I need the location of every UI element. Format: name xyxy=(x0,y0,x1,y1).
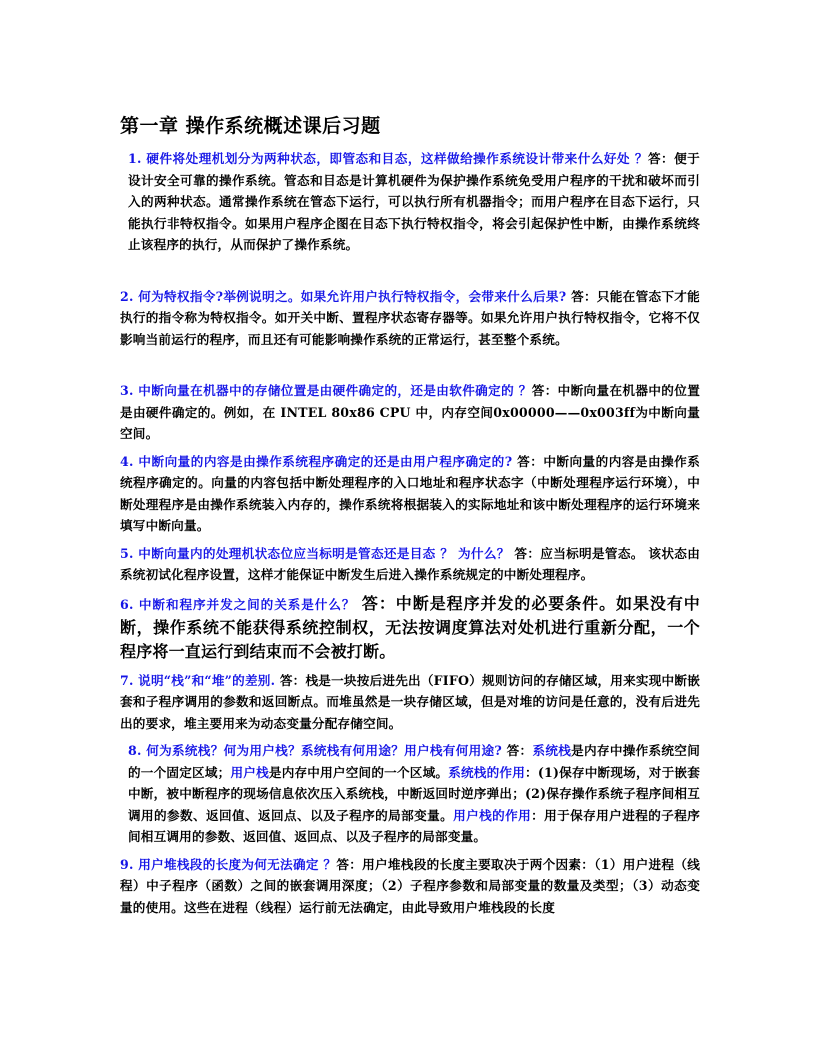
document-page xyxy=(120,110,700,918)
question-1: 1. 硬件将处理机划分为两种状态，即管态和目态，这样做给操作系统设计带来什么好处 ？ xyxy=(128,151,648,166)
answer-7: 答：栈是一块按后进先出（FIFO）规则访问的存储区域，用来实现中断嵌套和子程序调用的参数和返回断点。而堆虽然是一块存储区域，但是对堆的访问是任意的，没有后进先出的要求，堆主要用来为动态变量分配存储空间。 xyxy=(120,672,700,731)
highlight-user-stack-role: 用户栈的作用 xyxy=(453,807,532,823)
question-8: 8. 何为系统栈？何为用户栈？系统栈有何用途？用户栈有何用途? xyxy=(128,743,502,758)
question-7: 7. 说明“栈”和“堆”的差别. xyxy=(120,672,276,688)
answer-8-part5: ：用于保存用户进程的子程序间相互调用的参数、返回值、返回点、以及子程序的局部变量。 xyxy=(128,807,701,844)
question-2: 2. 何为特权指令?举例说明之。如果允许用户执行特权指令，会带来什么后果? xyxy=(120,288,567,304)
qa-item-9 xyxy=(120,854,700,919)
answer-9: 答：用户堆栈段的长度主要取决于两个因素：（1）用户进程（线程）中子程序（函数）之间的嵌套调用深度；（2）子程序参数和局部变量的数量及类型；（3）动态变量的使用。这些在进程（线程）运行前无法确定，由此导致用户堆栈段的长度 xyxy=(120,856,701,915)
answer-8-part3: 是内存中用户空间的一个区域。 xyxy=(268,764,449,780)
answer-1: 答：便于设计安全可靠的操作系统。管态和目态是计算机硬件为保护操作系统免受用户程序的干扰和破坏而引入的两种状态。通常操作系统在管态下运行，可以执行所有机器指令；而用户程序在目态下运行，只能执行非特权指令。如果用户程序企图在目态下执行特权指令，将会引起保护性中断，由操作系统终止该程序的执行，从而保护了操作系统。 xyxy=(128,151,700,252)
answer-2: 答：只能在管态下才能执行的指令称为特权指令。如开关中断、置程序状态寄存器等。如果允许用户执行特权指令，它将不仅影响当前运行的程序，而且还有可能影响操作系统的正常运行，甚至整个系统。 xyxy=(120,288,700,347)
answer-5: 答：应当标明是管态。 该状态由系统初试化程序设置，这样才能保证中断发生后进入操作系统规定的中断处理程序。 xyxy=(120,545,700,582)
question-6: 6. 中断和程序并发之间的关系是什么？ xyxy=(120,596,356,612)
answer-8-part1: 答： xyxy=(501,743,533,758)
qa-item-5 xyxy=(120,543,700,586)
qa-item-6 xyxy=(120,592,700,664)
answer-4: 答：中断向量的内容是由操作系统程序确定的。向量的内容包括中断处理程序的入口地址和程序状态字（中断处理程序运行环境），中断处理程序是由操作系统装入内存的，操作系统将根据装入的实际地址和该中断处理程序的运行环境来填写中断向量。 xyxy=(120,453,701,533)
chapter-title: 第一章 操作系统概述课后习题 xyxy=(120,115,381,137)
highlight-user-stack: 用户栈 xyxy=(230,764,269,780)
answer-8-part2: 是内存中操作系统空间的一个固定区域； xyxy=(128,743,700,780)
question-4: 4. 中断向量的内容是由操作系统程序确定的还是由用户程序确定的? xyxy=(120,453,513,469)
qa-item-7 xyxy=(120,670,700,735)
answer-8-part4: ：(1)保存中断现场，对于嵌套中断，被中断程序的现场信息依次压入系统栈，中断返回时逆序弹出；(2)保存操作系统子程序间相互调用的参数、返回值、返回点、以及子程序的局部变量。 xyxy=(128,764,700,823)
question-3: 3. 中断向量在机器中的存储位置是由硬件确定的，还是由软件确定的 ？ xyxy=(120,383,532,398)
answer-3: 答：中断向量在机器中的位置是由硬件确定的。例如，在 INTEL 80x86 CPU 中，内存空间0x00000——0x003ff为中断向量空间。 xyxy=(120,383,701,441)
question-5: 5. 中断向量内的处理机状态位应当标明是管态还是目态 ？ 为什么？ xyxy=(120,545,510,561)
highlight-system-stack: 系统栈 xyxy=(532,743,572,758)
qa-item-2 xyxy=(120,286,700,351)
qa-item-8 xyxy=(120,740,700,848)
answer-6: 答：中断是程序并发的必要条件。如果没有中断，操作系统不能获得系统控制权，无法按调度算法对处机进行重新分配，一个程序将一直运行到结束而不会被打断。 xyxy=(120,593,700,661)
highlight-system-stack-role: 系统栈的作用 xyxy=(448,764,526,780)
qa-item-1 xyxy=(120,148,700,256)
qa-item-4 xyxy=(120,451,700,537)
question-9: 9. 用户堆栈段的长度为何无法确定 ？ xyxy=(120,856,337,872)
qa-item-3 xyxy=(120,380,700,445)
